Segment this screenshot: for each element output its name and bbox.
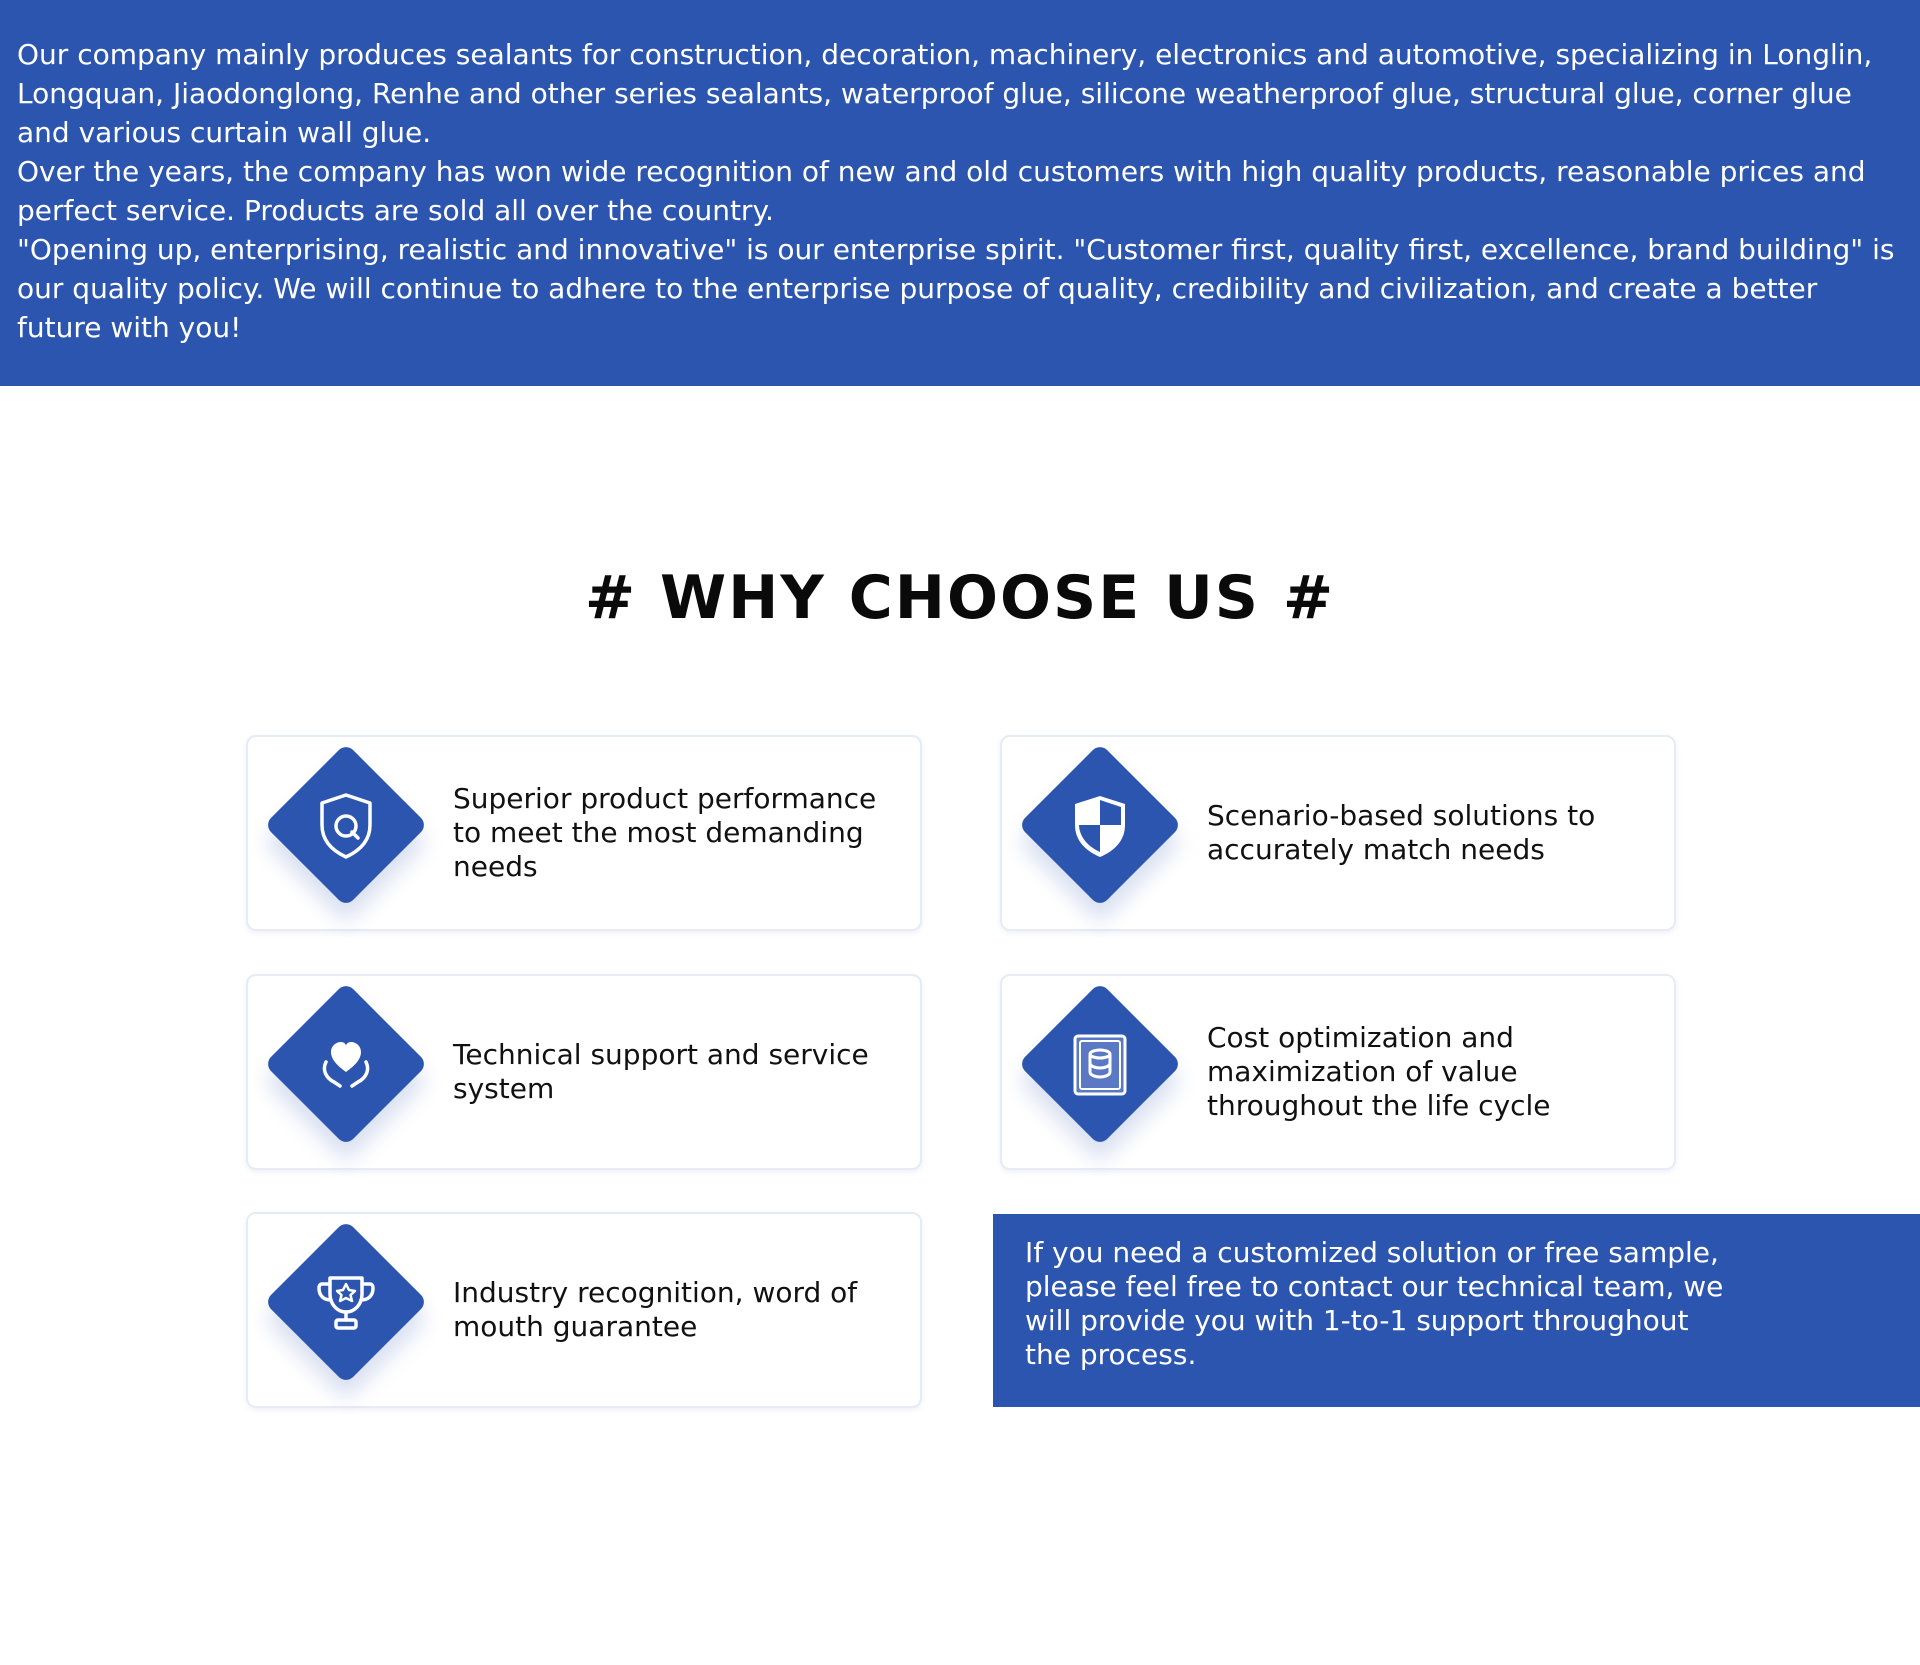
contact-cta-text: If you need a customized solution or free sample, please feel free to contact our technical team, we will provide you with 1-to-1 support throughout the process. [1025, 1236, 1724, 1371]
feature-text: Technical support and service system [453, 1038, 869, 1105]
feature-text: Cost optimization and maximization of value throughout the life cycle [1207, 1021, 1551, 1122]
feature-card-cost [1000, 974, 1676, 1170]
security-shield-icon [1050, 775, 1150, 875]
quality-shield-icon [296, 775, 396, 875]
company-intro-text: Our company mainly produces sealants for construction, decoration, machinery, electronics and automotive, specializing in Longlin, Longquan, Jiaodonglong, Renhe and other series sealants, waterproof glue, silicone weatherproof glue, structural glue, corner glue and various curtain wall glue. Over the years, the company has won wide recognition of new and old customers with high quality products, reasonable prices and perfect service. Products are sold all over the country. "Opening up, enterprising, realistic and innovative" is our enterprise spirit. "Customer first, quality first, excellence, brand building" is our quality policy. We will continue to adhere to the enterprise purpose of quality, credibility and civilization, and create a better future with you! [17, 38, 1895, 344]
feature-text: Superior product performance to meet the most demanding needs [453, 782, 877, 883]
feature-card-recognition [246, 1212, 922, 1408]
feature-text: Industry recognition, word of mouth guarantee [453, 1276, 858, 1343]
feature-card-performance [246, 735, 922, 931]
heart-hands-icon [296, 1014, 396, 1114]
feature-card-support [246, 974, 922, 1170]
company-intro-section [0, 0, 1920, 386]
database-icon [1050, 1014, 1150, 1114]
why-choose-us-title: # WHY CHOOSE US # [584, 563, 1336, 633]
feature-card-solutions [1000, 735, 1676, 931]
feature-text: Scenario-based solutions to accurately match needs [1207, 799, 1596, 866]
contact-cta-banner [993, 1214, 1920, 1407]
trophy-icon [296, 1252, 396, 1352]
